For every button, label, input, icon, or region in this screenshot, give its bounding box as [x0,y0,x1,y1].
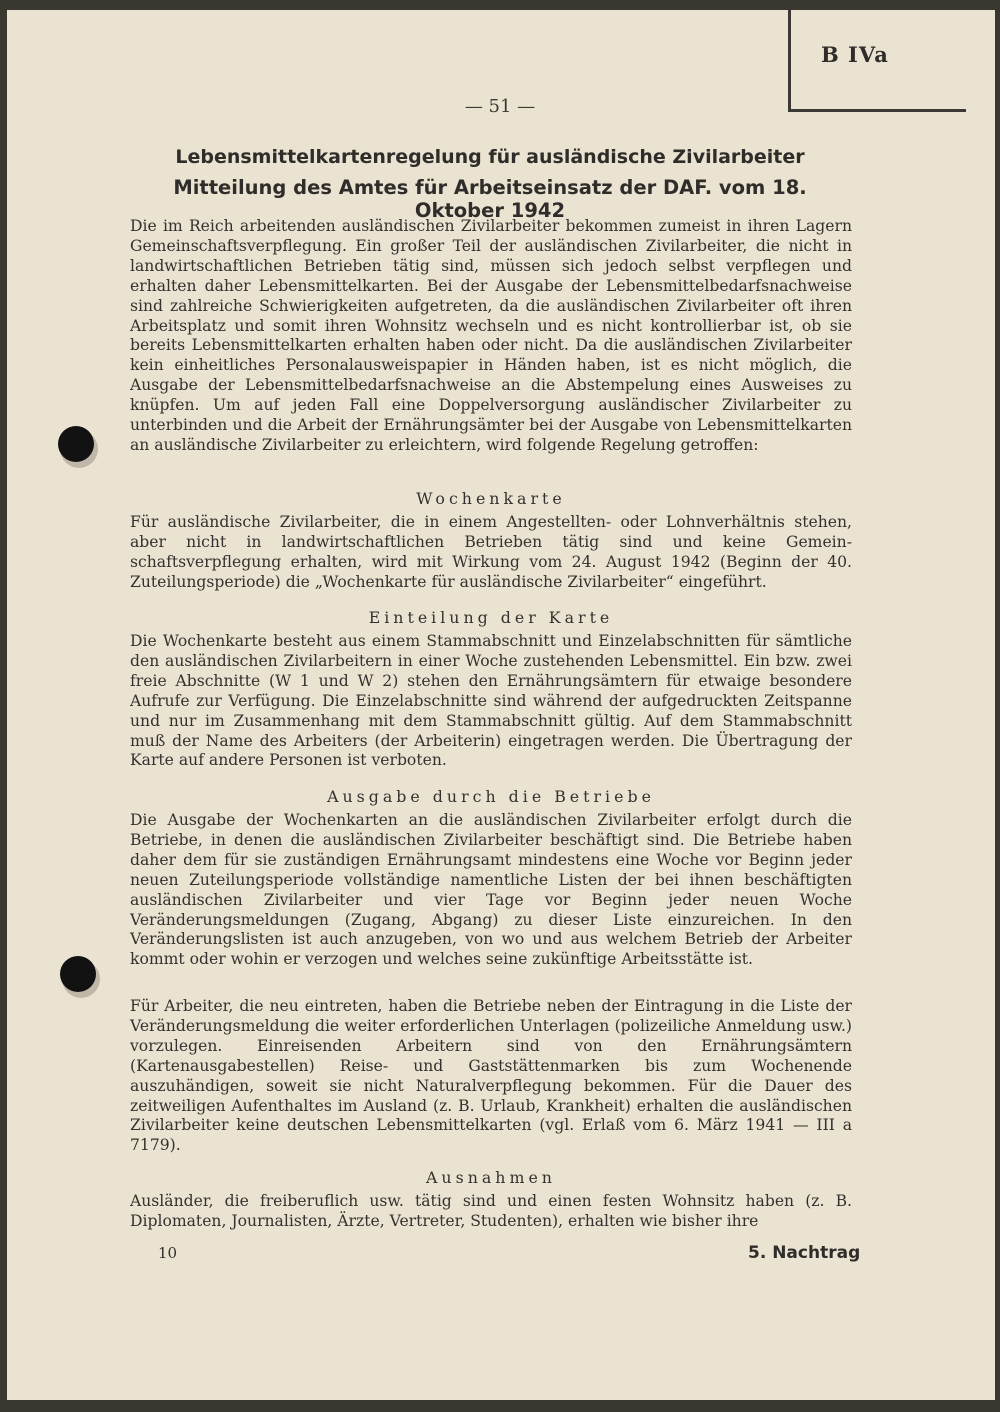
punch-hole-lower [60,956,96,992]
footer-sheet-number: 10 [158,1244,178,1262]
section-heading-ausgabe: Ausgabe durch die Betriebe [327,787,655,806]
document-title: Lebensmittelkartenregelung für ausländische Zivilarbeiter [175,146,805,168]
section-paragraph-ausgabe-2: Für Arbeiter, die neu eintreten, haben die Betriebe neben der Eintragung in die Liste der Veränderungsmeldung die weiter erforderlichen Unterlagen (polizeiliche Anmeldung usw.) vorzulegen. Einreisenden Arbeitern sind von den Ernährungsämtern (Kartenausgabestellen) Reise- und Gaststättenmarken bis zum Wochenende auszuhändigen, soweit sie nicht Naturalverpflegung bekommen. Für die Dauer des zeitweiligen Aufenthaltes im Ausland (z. B. Urlaub, Krankheit) erhalten die ausländischen Zivilarbeiter keine deutschen Lebensmittelkarten (vgl. Erlaß vom 6. März 1941 — III a 7179). [130,997,852,1155]
intro-paragraph: Die im Reich arbeitenden ausländischen Zivilarbeiter bekommen zumeist in ihren Lagern Gemeinschaftsverpflegung. Ein großer Teil der ausländischen Zivilarbeiter, die nicht in landwirtschaftlichen Betrieben tätig sind, müssen sich jedoch selbst verpflegen und erhalten daher Lebensmittelkarten. Bei der Ausgabe der Lebensmittelbedarfsnachweise sind zahlreiche Schwierigkeiten aufgetreten, da die ausländischen Zivilarbeiter oft ihren Arbeitsplatz und somit ihren Wohnsitz wechseln und es nicht kontrollierbar ist, ob sie bereits Lebensmittelkarten erhalten haben oder nicht. Da die ausländischen Zivilarbeiter kein einheitliches Personalausweispapier in Händen haben, ist es nicht möglich, die Ausgabe der Lebensmittelbedarfsnachweise an die Abstempelung eines Ausweises zu knüpfen. Um auf jeden Fall eine Doppelversorgung ausländischer Zivilarbeiter zu unterbinden und die Arbeit der Ernährungsämter bei der Ausgabe von Lebensmittelkarten an ausländische Zivilarbeiter zu erleichtern, wird folgende Regelung getroffen: [130,217,852,454]
punch-hole-upper [58,426,94,462]
footer-supplement-label: 5. Nachtrag [748,1243,861,1263]
section-paragraph-ausnahmen: Ausländer, die freiberuflich usw. tätig sind und einen festen Wohnsitz haben (z. B. Diplomaten, Journalisten, Ärzte, Vertreter, Studenten), erhalten wie bisher ihre [130,1192,852,1230]
page-number: — 51 — [464,96,536,117]
scan-edge-left [0,0,7,1412]
section-heading-ausnahmen: Ausnahmen [426,1168,556,1187]
register-tab-label: B IVa [821,42,889,67]
section-heading-wochenkarte: Wochenkarte [416,489,566,508]
document-subtitle: Mitteilung des Amtes für Arbeitseinsatz der DAF. vom 18. Oktober 1942 [173,176,807,222]
section-paragraph-ausgabe-1: Die Ausgabe der Wochenkarten an die ausländischen Zivilarbeiter erfolgt durch die Betriebe, in denen die ausländischen Zivilarbeiter beschäftigt sind. Die Betriebe haben daher dem für sie zuständigen Ernährungsamt mindestens eine Woche vor Beginn jeder neuen Zuteilungsperiode vollständige namentliche Listen der bei ihnen beschäftigten ausländischen Zivilarbeiter und vier Tage vor Beginn jeder neuen Woche Veränderungsmeldungen (Zugang, Abgang) zu dieser Liste einzureichen. In den Veränderungslisten ist auch anzugeben, von wo und aus welchem Betrieb der Arbeiter kommt oder wohin er verzogen und welches seine zukünftige Arbeitsstätte ist. [130,811,852,969]
scan-edge-right [995,0,1000,1412]
section-heading-einteilung: Einteilung der Karte [368,608,614,627]
section-paragraph-einteilung: Die Wochenkarte besteht aus einem Stammabschnitt und Einzelabschnitten für sämtliche den ausländischen Zivilarbeitern in einer Woche zustehenden Lebensmittel. Ein bzw. zwei freie Abschnitte (W 1 und W 2) stehen den Ernährungsämtern für etwaige besondere Aufrufe zur Verfügung. Die Einzelabschnitte sind während der aufgedruckten Zeitspanne und nur im Zusammenhang mit dem Stammabschnitt gültig. Auf dem Stammabschnitt muß der Name des Arbeiters (der Arbeiterin) eingetragen werden. Die Übertragung der Karte auf andere Personen ist verboten. [130,632,852,770]
section-paragraph-wochenkarte: Für ausländische Zivilarbeiter, die in einem Angestellten- oder Lohnverhältnis stehen, aber nicht in landwirtschaftlichen Betrieben tätig sind und keine Gemeinschaftsverpflegung erhalten, wird mit Wirkung vom 24. August 1942 (Beginn der 40. Zuteilungsperiode) die „Wochenkarte für ausländische Zivilarbeiter“ eingeführt. [130,513,852,591]
